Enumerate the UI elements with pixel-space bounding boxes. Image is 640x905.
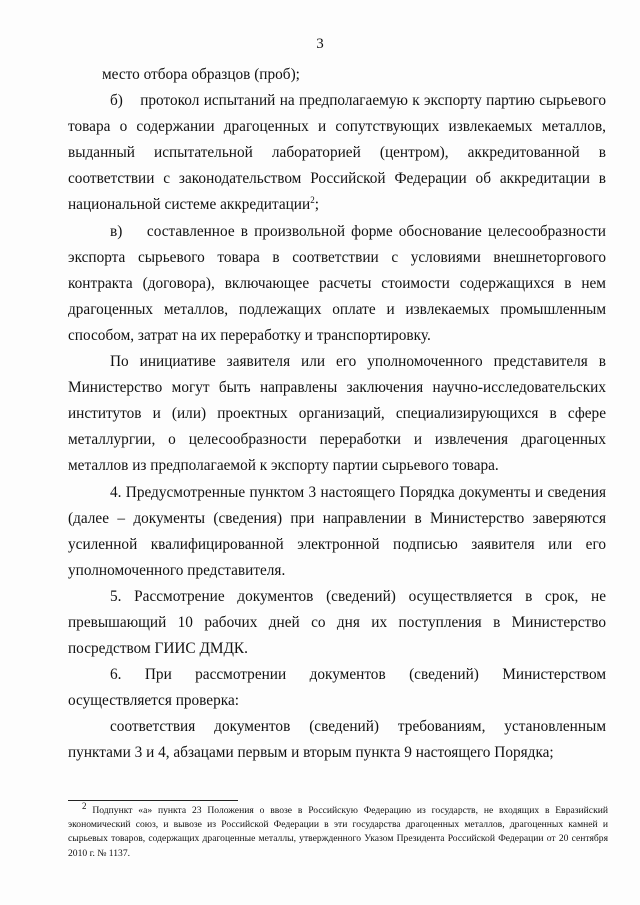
paragraph-item-b-suffix: ; [314,196,319,214]
document-body [68,62,606,767]
paragraph-item-b-text: б) протокол испытаний на предполагаемую к экспорту партию сырьевого товара о содержании драгоценных и сопутствующих извлекаемых металлов, выданный испытательной лабораторией (центром), аккредитованной в соответствии с законодательством Российской Федерации об аккредитации в национальной системе аккредитации [68,92,606,214]
footnote-reference[interactable]: 2 [310,195,315,206]
paragraph-clause-5: 5. Рассмотрение документов (сведений) осуществляется в срок, не превышающий 10 рабочих дней со дня их поступления в Министерство посредством ГИИС ДМДК. [68,587,606,658]
paragraph-item-v: в) составленное в произвольной форме обоснование целесообразности экспорта сырьевого товара в соответствии с условиями внешнеторгового контракта (договора), включающее расчеты стоимости содержащихся в нем драгоценных металлов, подлежащих оплате и извлекаемых промышленным способом, затрат на их переработку и транспортировку. [68,222,606,344]
paragraph-sample-place: место отбора образцов (проб); [102,66,300,83]
footnote-divider [68,800,238,801]
page-number: 3 [316,36,324,52]
footnote [68,800,608,861]
paragraph-clause-6: 6. При рассмотрении документов (сведений) Министерством осуществляется проверка: [68,666,606,710]
paragraph-initiative: По инициативе заявителя или его уполномоченного представителя в Министерство могут быть направлены заключения научно-исследовательских институтов и (или) проектных организаций, специализирующихся в сфере металлургии, о целесообразности переработки и извлечения драгоценных металлов из предполагаемой к экспорту партии сырьевого товара. [68,353,606,475]
paragraph-item-b [68,88,606,218]
footnote-text: Подпункт «а» пункта 23 Положения о ввозе в Российскую Федерацию из государств, не входящих в Евразийский экономический союз, и вывозе из Российской Федерации в эти государства драгоценных металлов, драгоценных камней и сырьевых товаров, содержащих драгоценные металлы, утвержденного Указом Президента Российской Федерации от 20 сентября 2010 г. № 1137. [68,805,608,859]
paragraph-clause-4: 4. Предусмотренные пунктом 3 настоящего Порядка документы и сведения (далее – документы (сведения) при направлении в Министерство заверяются усиленной квалифицированной электронной подписью заявителя или его уполномоченного представителя. [68,483,606,579]
paragraph-compliance-check: соответствия документов (сведений) требованиям, установленным пунктами 3 и 4, абзацами первым и вторым пункта 9 настоящего Порядка; [68,718,606,762]
footnote-marker: 2 [82,800,87,811]
